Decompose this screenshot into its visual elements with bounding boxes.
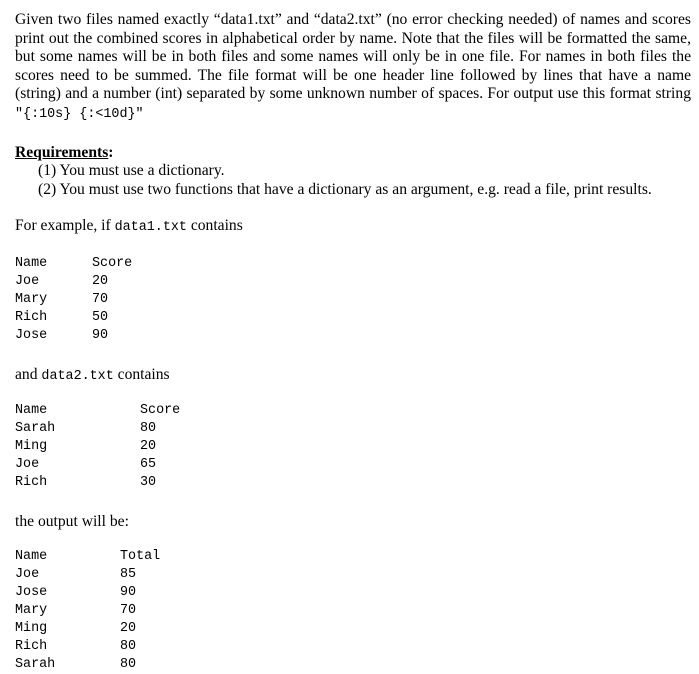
column-header-total: Total: [120, 549, 161, 564]
requirement-item-1: (1) You must use a dictionary.: [38, 162, 225, 179]
problem-description: [15, 11, 691, 124]
name-cell: Joe: [15, 274, 40, 289]
name-cell: Rich: [15, 639, 48, 654]
total-cell: 90: [120, 585, 137, 600]
column-header-score: Score: [140, 403, 181, 418]
example2-lead: and: [15, 366, 42, 383]
column-header-score: Score: [92, 256, 133, 271]
example1-lead: For example, if: [15, 217, 115, 234]
output-intro: the output will be:: [15, 513, 129, 530]
problem-text: Given two files named exactly “data1.txt” and “data2.txt” (no error checking needed) of names and scores print out the combined scores in alphabetical order by name. Note that the files will be formatted the same, but some names will be in both files and some names will only be in one file. For names in both files the scores need to be summed. The file format will be one header line followed by lines that have a name (string) and a number (int) separated by some unknown number of spaces. For output use this format string: [15, 11, 691, 102]
example2-filename: data2.txt: [41, 369, 114, 384]
score-cell: 50: [92, 310, 109, 325]
name-cell: Ming: [15, 439, 48, 454]
score-cell: 30: [140, 475, 157, 490]
score-cell: 20: [140, 439, 157, 454]
total-cell: 85: [120, 567, 137, 582]
requirements-heading: Requirements:: [15, 144, 114, 161]
total-cell: 70: [120, 603, 137, 618]
score-cell: 80: [140, 421, 157, 436]
example1-filename: data1.txt: [114, 220, 187, 235]
name-cell: Sarah: [15, 657, 56, 672]
column-header-name: Name: [15, 403, 48, 418]
score-cell: 70: [92, 292, 109, 307]
score-cell: 65: [140, 457, 157, 472]
name-cell: Jose: [15, 328, 48, 343]
score-cell: 20: [92, 274, 109, 289]
column-header-name: Name: [15, 549, 48, 564]
example2-intro: [15, 366, 170, 386]
name-cell: Mary: [15, 603, 48, 618]
name-cell: Mary: [15, 292, 48, 307]
name-cell: Joe: [15, 567, 40, 582]
name-cell: Rich: [15, 475, 48, 490]
example2-tail: contains: [113, 366, 170, 383]
score-cell: 90: [92, 328, 109, 343]
format-string: "{:10s} {:<10d}": [15, 106, 144, 122]
name-cell: Rich: [15, 310, 48, 325]
example1-tail: contains: [186, 217, 243, 234]
requirement-item-2: (2) You must use two functions that have a dictionary as an argument, e.g. read a file, print results.: [38, 181, 652, 198]
requirements-title: Requirements: [15, 144, 109, 161]
total-cell: 80: [120, 657, 137, 672]
name-cell: Joe: [15, 457, 40, 472]
name-cell: Ming: [15, 621, 48, 636]
column-header-name: Name: [15, 256, 48, 271]
name-cell: Jose: [15, 585, 48, 600]
name-cell: Sarah: [15, 421, 56, 436]
example1-intro: [15, 217, 243, 237]
total-cell: 80: [120, 639, 137, 654]
total-cell: 20: [120, 621, 137, 636]
